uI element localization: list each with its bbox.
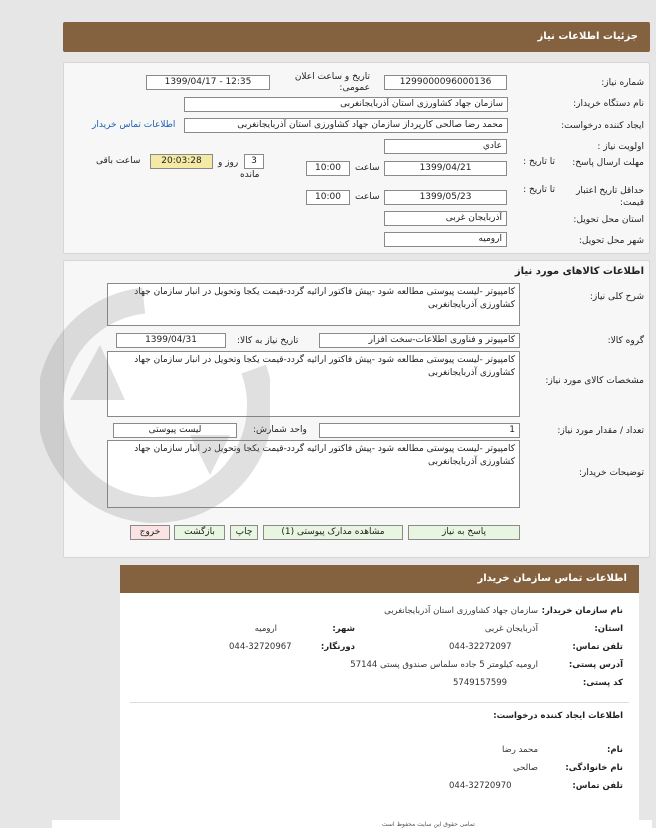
creator-phone-label: تلفن تماس:: [572, 781, 623, 791]
summary-textarea[interactable]: کامپیوتر -لیست پیوستی مطالعه شود -پیش فاکتور ارائیه گردد-قیمت یکجا وتحویل در انبار سازمان جهاد کشاورزی آذربایجانغربی: [107, 283, 520, 326]
unit-field: لیست پیوستی: [113, 423, 237, 438]
requester-label: ایجاد کننده درخواست:: [561, 121, 644, 131]
specs-textarea[interactable]: کامپیوتر -لیست پیوستی مطالعه شود -پیش فاکتور ارائیه گردد-قیمت یکجا وتحویل در انبار سازمان جهاد کشاورزی آذربایجانغربی: [107, 351, 520, 417]
creator-last-name: صالحی: [513, 763, 538, 773]
announce-datetime-field: 1399/04/17 - 12:35: [146, 75, 270, 90]
need-date-field: 1399/04/31: [116, 333, 226, 348]
buyer-org-field: سازمان جهاد کشاورزی استان آذربایجانغربی: [184, 97, 508, 112]
attachments-button[interactable]: مشاهده مدارک پیوستی (1): [263, 525, 403, 540]
contact-divider: [130, 702, 629, 703]
buyer-org-label: نام دستگاه خریدار:: [573, 99, 644, 109]
contact-city: ارومیه: [254, 624, 277, 634]
group-field: کامپیوتر و فناوری اطلاعات-سخت افزار: [319, 333, 520, 348]
contact-postal: 5749157599: [453, 678, 508, 688]
contact-title: اطلاعات تماس سازمان خریدار: [477, 573, 627, 584]
creator-first-name: محمد رضا: [501, 745, 538, 755]
need-number-label: شماره نیاز:: [601, 78, 644, 88]
contact-header: [120, 565, 639, 593]
buyer-contact-link[interactable]: اطلاعات تماس خریدار: [92, 120, 176, 130]
days-label: روز و: [218, 158, 239, 168]
countdown-timer: 20:03:28: [150, 154, 213, 169]
group-label: گروه کالا:: [607, 336, 644, 346]
announce-label: تاریخ و ساعت اعلان عمومی:: [294, 72, 370, 93]
reply-button[interactable]: پاسخ به نیاز: [408, 525, 520, 540]
goods-section-title: اطلاعات کالاهای مورد نیاز: [514, 266, 644, 277]
validity-label: حداقل تاریخ اعتبار قیمت:: [576, 186, 644, 208]
contact-province: آذربایجان غربی: [484, 624, 538, 634]
deadline-time-label: ساعت: [355, 163, 380, 173]
contact-fax-label: دورنگار:: [320, 642, 355, 652]
contact-address-label: آدرس پستی:: [568, 660, 623, 670]
contact-buyer-name-label: نام سازمان خریدار:: [541, 606, 623, 616]
requester-field: محمد رضا صالحی کارپرداز سازمان جهاد کشاورزی استان آذربایجانغربی: [184, 118, 508, 133]
page-header: [63, 22, 650, 52]
contact-city-label: شهر:: [332, 624, 355, 634]
contact-postal-label: کد پستی:: [582, 678, 623, 688]
province-field: آذربایجان غربی: [384, 211, 507, 226]
province-label: استان محل تحویل:: [573, 215, 644, 225]
city-field: ارومیه: [384, 232, 507, 247]
creator-section-title: اطلاعات ایجاد کننده درخواست:: [493, 711, 623, 721]
buyer-notes-textarea[interactable]: کامپیوتر -لیست پیوستی مطالعه شود -پیش فاکتور ارائیه گردد-قیمت یکجا وتحویل در انبار سازمان جهاد کشاورزی آذربایجانغربی: [107, 440, 520, 508]
deadline-time-field: 10:00: [306, 161, 350, 176]
remaining-label-1: ساعت باقی: [96, 156, 141, 166]
validity-time-field: 10:00: [306, 190, 350, 205]
footer: [52, 820, 652, 828]
exit-button[interactable]: خروج: [130, 525, 170, 540]
watermark-logo-icon: [40, 285, 270, 525]
page-title: جزئیات اطلاعات نیاز: [537, 31, 638, 42]
summary-label: شرح کلی نیاز:: [589, 292, 644, 302]
specs-label: مشخصات کالای مورد نیاز:: [545, 376, 644, 386]
deadline-to-date-label: تا تاریخ :: [523, 157, 555, 167]
city-label: شهر محل تحویل:: [578, 236, 644, 246]
remaining-label-2: مانده: [240, 170, 260, 180]
contact-phone: 044-32272097: [449, 642, 512, 652]
qty-label: تعداد / مقدار مورد نیاز:: [557, 426, 644, 436]
creator-phone: 044-32720970: [449, 781, 512, 791]
deadline-label: مهلت ارسال پاسخ:: [572, 158, 644, 168]
contact-buyer-name: سازمان جهاد کشاورزی استان آذربایجانغربی: [384, 606, 538, 616]
back-button[interactable]: بازگشت: [174, 525, 225, 540]
days-remaining-field: 3: [244, 154, 264, 169]
buyer-notes-label: توضیحات خریدار:: [578, 468, 644, 478]
contact-province-label: استان:: [594, 624, 623, 634]
qty-field: 1: [319, 423, 520, 438]
contact-fax: 044-32720967: [229, 642, 292, 652]
unit-label: واحد شمارش:: [253, 425, 307, 435]
validity-time-label: ساعت: [355, 192, 380, 202]
creator-first-name-label: نام:: [606, 745, 623, 755]
need-date-label: تاریخ نیاز به کالا:: [237, 336, 299, 346]
contact-address: ارومیه کیلومتر 5 جاده سلماس صندوق پستی 57144: [350, 660, 538, 670]
print-button[interactable]: چاپ: [230, 525, 258, 540]
footer-text: تمامی حقوق این سایت محفوظ است: [382, 821, 475, 828]
creator-last-name-label: نام خانوادگی:: [565, 763, 623, 773]
deadline-date-field: 1399/04/21: [384, 161, 507, 176]
need-number-field: 1299000096000136: [384, 75, 507, 90]
validity-to-date-label: تا تاریخ :: [523, 185, 555, 195]
contact-phone-label: تلفن تماس:: [572, 642, 623, 652]
priority-field: عادي: [384, 139, 507, 154]
validity-date-field: 1399/05/23: [384, 190, 507, 205]
priority-label: اولویت نیاز :: [597, 142, 644, 152]
